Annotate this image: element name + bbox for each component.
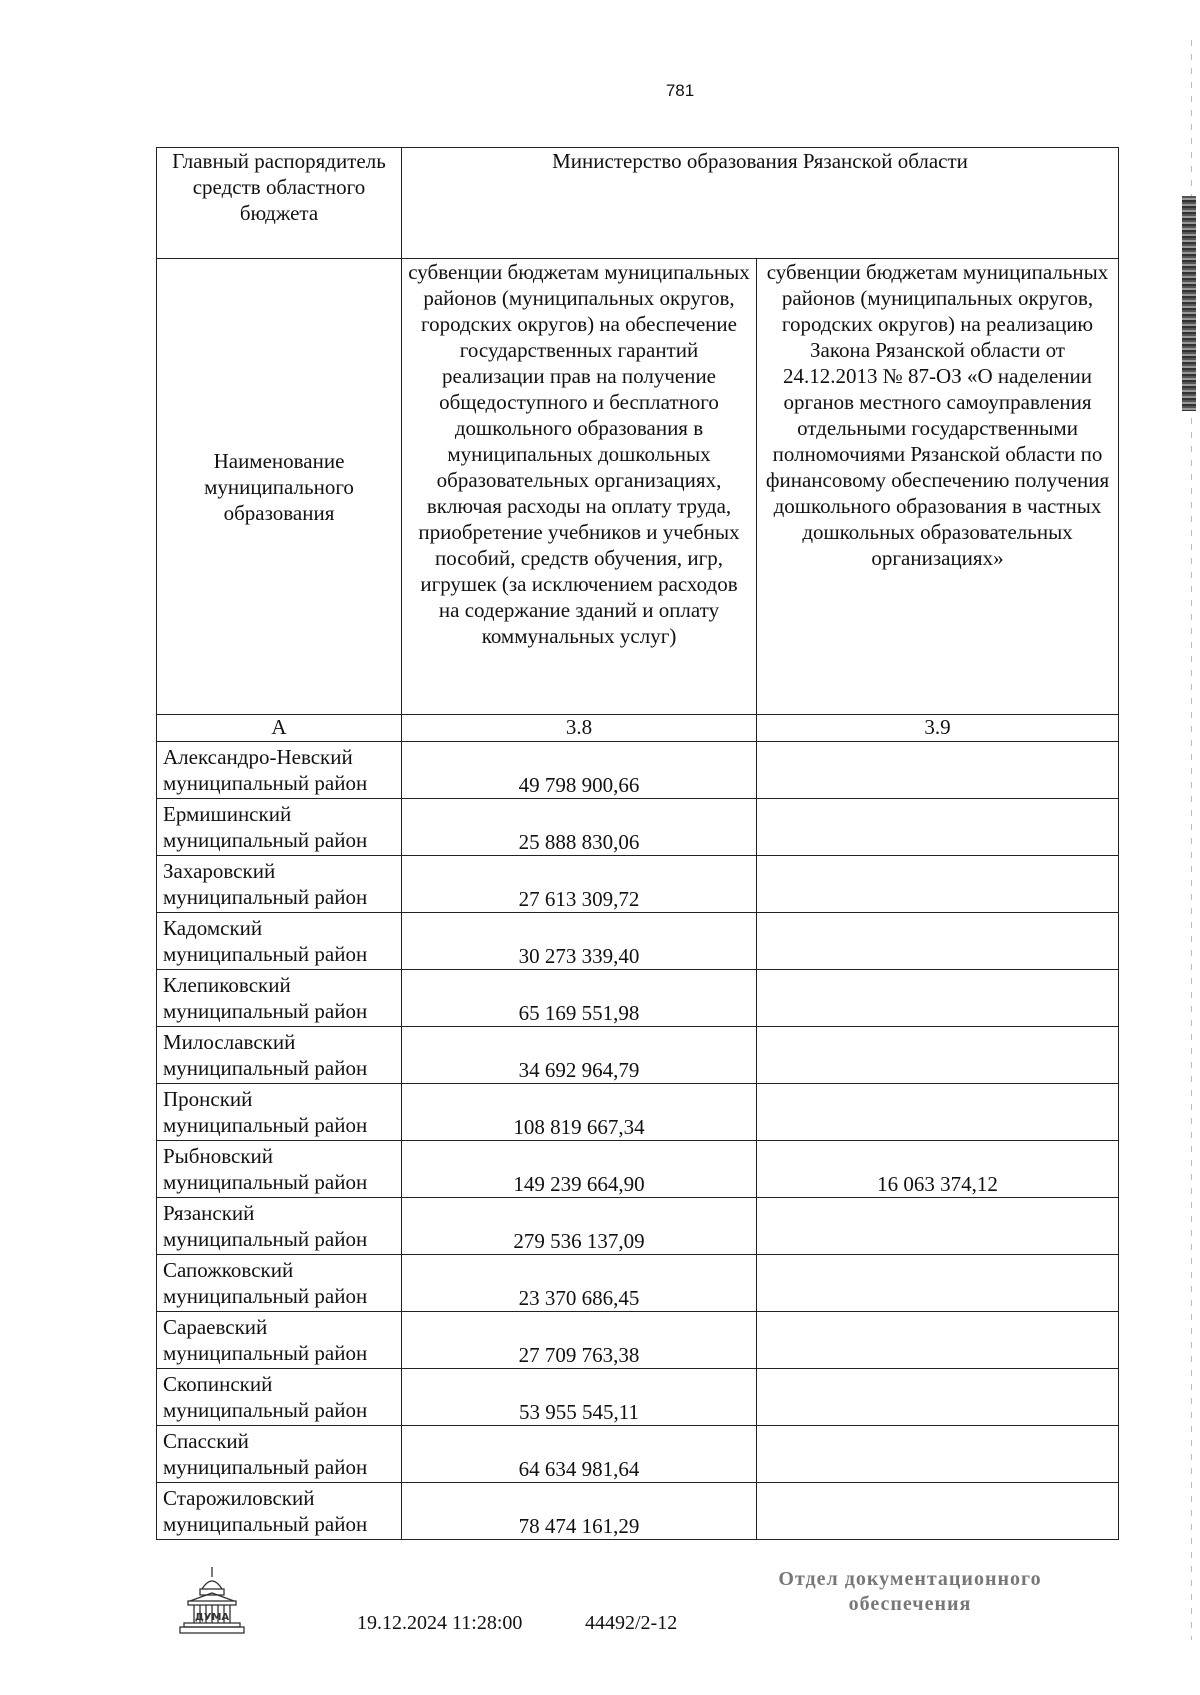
- value-3-8: 65 169 551,98: [402, 970, 757, 1027]
- municipality-name: Рязанский муниципальный район: [157, 1198, 402, 1255]
- value-3-8: 25 888 830,06: [402, 799, 757, 856]
- header-col-3-8: субвенции бюджетам муниципальных районов (муниципальных округов, городских округов) на обеспечение государственных гарантий реализации прав на получение общедоступного и бесплатного дошкольного образования в муниципальных дошкольных образовательных организациях, включая расходы на оплату труда, приобретение учебников и учебных пособий, средств обучения, игр, игрушек (за исключением расходов на содержание зданий и оплату коммунальных услуг): [402, 259, 757, 715]
- footer-doc-number: 44492/2-12: [585, 1612, 678, 1634]
- table-row: [157, 799, 1119, 856]
- table-row: [157, 856, 1119, 913]
- value-3-9: [757, 1369, 1119, 1426]
- table-row: [157, 970, 1119, 1027]
- value-3-8: 49 798 900,66: [402, 742, 757, 799]
- table-row: [157, 1027, 1119, 1084]
- municipality-name: Сапожковский муниципальный район: [157, 1255, 402, 1312]
- header-name-label: Наименование муниципального образования: [157, 259, 402, 715]
- municipality-name: Скопинский муниципальный район: [157, 1369, 402, 1426]
- budget-table: [156, 147, 1119, 1540]
- value-3-9: [757, 970, 1119, 1027]
- value-3-9: [757, 1198, 1119, 1255]
- municipality-name: Милославский муниципальный район: [157, 1027, 402, 1084]
- header-row-distributor: [157, 148, 1119, 259]
- value-3-8: 27 613 309,72: [402, 856, 757, 913]
- header-distributor-value: Министерство образования Рязанской области: [402, 148, 1119, 259]
- footer-stamp: [760, 1567, 1060, 1617]
- index-a: А: [157, 715, 402, 742]
- table-row: [157, 1141, 1119, 1198]
- value-3-9: [757, 742, 1119, 799]
- value-3-9: [757, 856, 1119, 913]
- page-number: 781: [665, 81, 695, 100]
- value-3-8: 108 819 667,34: [402, 1084, 757, 1141]
- index-row: [157, 715, 1119, 742]
- header-col-3-9: субвенции бюджетам муниципальных районов (муниципальных округов, городских округов) на реализацию Закона Рязанской области от 24.12.2013 № 87-ОЗ «О наделении органов местного самоуправления отдельными государственными полномочиями Рязанской области по финансовому обеспечению получения дошкольного образования в частных дошкольных образовательных организациях»: [757, 259, 1119, 715]
- index-3-8: 3.8: [402, 715, 757, 742]
- stamp-line-2: обеспечения: [848, 1593, 972, 1615]
- value-3-8: 27 709 763,38: [402, 1312, 757, 1369]
- scan-edge: [1162, 0, 1200, 1695]
- value-3-9: [757, 1312, 1119, 1369]
- table-row: [157, 1312, 1119, 1369]
- index-3-9: 3.9: [757, 715, 1119, 742]
- scan-bar: [1182, 196, 1196, 411]
- table-body: [157, 742, 1119, 1540]
- table-row: [157, 1255, 1119, 1312]
- value-3-9: 16 063 374,12: [757, 1141, 1119, 1198]
- value-3-8: 279 536 137,09: [402, 1198, 757, 1255]
- table-row: [157, 913, 1119, 970]
- municipality-name: Спасский муниципальный район: [157, 1426, 402, 1483]
- value-3-9: [757, 1426, 1119, 1483]
- value-3-8: 64 634 981,64: [402, 1426, 757, 1483]
- table-row: [157, 742, 1119, 799]
- table-row: [157, 1369, 1119, 1426]
- value-3-9: [757, 1027, 1119, 1084]
- value-3-9: [757, 799, 1119, 856]
- duma-logo-text: ДУМА: [194, 1612, 230, 1623]
- municipality-name: Ермишинский муниципальный район: [157, 799, 402, 856]
- table-row: [157, 1198, 1119, 1255]
- municipality-name: Клепиковский муниципальный район: [157, 970, 402, 1027]
- value-3-8: 149 239 664,90: [402, 1141, 757, 1198]
- municipality-name: Рыбновский муниципальный район: [157, 1141, 402, 1198]
- table-row: [157, 1426, 1119, 1483]
- value-3-8: 53 955 545,11: [402, 1369, 757, 1426]
- header-row-columns: [157, 259, 1119, 715]
- value-3-9: [757, 1255, 1119, 1312]
- header-distributor-label: Главный распорядитель средств областного бюджета: [157, 148, 402, 259]
- municipality-name: Кадомский муниципальный район: [157, 913, 402, 970]
- value-3-8: 78 474 161,29: [402, 1483, 757, 1540]
- footer-datetime: 19.12.2024 11:28:00: [357, 1612, 523, 1634]
- municipality-name: Старожиловский муниципальный район: [157, 1483, 402, 1540]
- municipality-name: Сараевский муниципальный район: [157, 1312, 402, 1369]
- table-row: [157, 1084, 1119, 1141]
- value-3-8: 30 273 339,40: [402, 913, 757, 970]
- municipality-name: Захаровский муниципальный район: [157, 856, 402, 913]
- duma-building-emblem-icon: [178, 1565, 246, 1637]
- value-3-8: 34 692 964,79: [402, 1027, 757, 1084]
- table-row: [157, 1483, 1119, 1540]
- value-3-9: [757, 1084, 1119, 1141]
- value-3-9: [757, 1483, 1119, 1540]
- value-3-8: 23 370 686,45: [402, 1255, 757, 1312]
- municipality-name: Пронский муниципальный район: [157, 1084, 402, 1141]
- duma-emblem-svg: [178, 1565, 246, 1637]
- stamp-line-1: Отдел документационного: [778, 1568, 1042, 1590]
- municipality-name: Александро-Невский муниципальный район: [157, 742, 402, 799]
- value-3-9: [757, 913, 1119, 970]
